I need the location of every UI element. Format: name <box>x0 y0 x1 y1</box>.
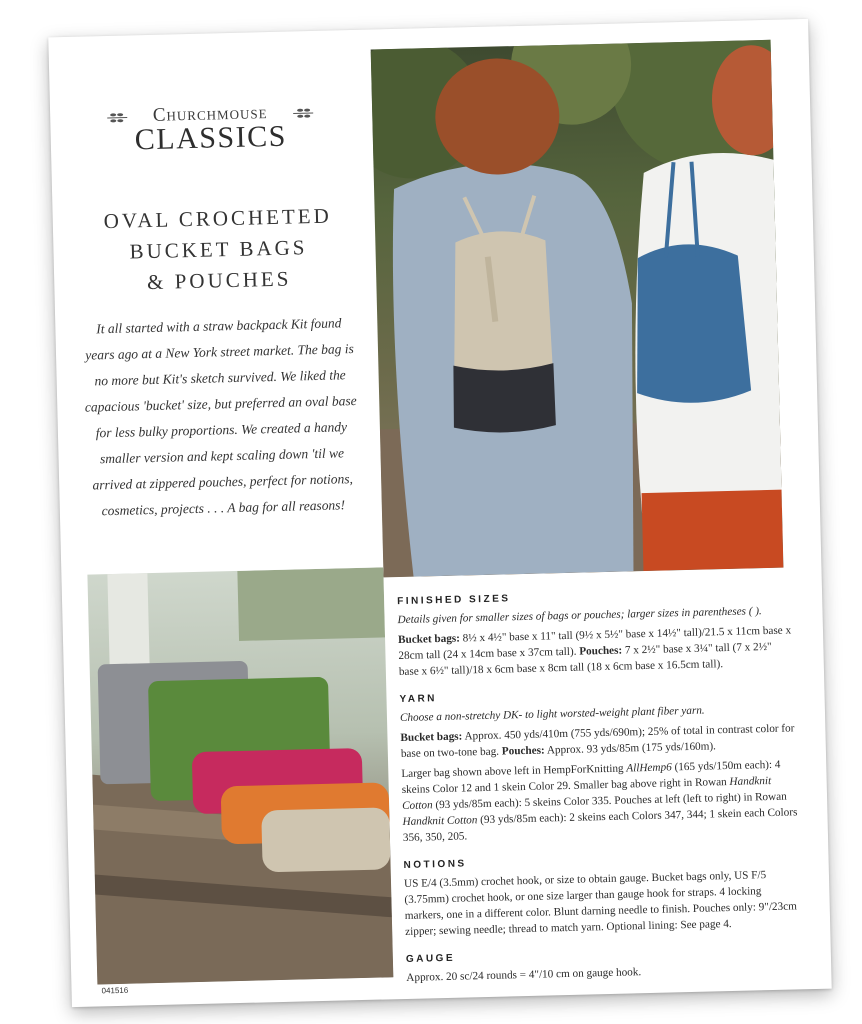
title-line-3: & POUCHES <box>146 266 292 295</box>
yarn-name-3: Handknit Cotton <box>402 814 478 829</box>
gauge-heading: GAUGE <box>405 952 456 965</box>
bucket-size-label: Bucket bags: <box>397 632 461 647</box>
finished-sizes-heading: FINISHED SIZES <box>397 593 511 608</box>
brand-bottom: CLASSICS <box>134 119 288 157</box>
sprig-left-icon <box>106 112 128 125</box>
bucket-yarn-label: Bucket bags: <box>400 730 463 745</box>
yarn-name-1: AllHemp6 <box>626 761 672 775</box>
yarn-shown <box>401 756 798 846</box>
sprig-right-icon <box>292 107 314 120</box>
yarn-detail-1: Larger bag shown above left in HempForKnitting <box>401 762 624 781</box>
pattern-details <box>397 584 802 998</box>
yarn-name-2: Handknit Cotton <box>402 774 772 813</box>
yarn-detail-2: (165 yds/150m each): 4 skeins Color 12 and 1 skein Color 29. Smaller bag above right in Rowan <box>401 758 781 797</box>
gauge-section <box>406 942 802 986</box>
pouch-yarn-label: Pouches: <box>501 744 545 758</box>
yarn-amounts <box>400 720 796 762</box>
yarn-section <box>399 682 798 846</box>
yarn-heading: YARN <box>399 693 438 706</box>
notions-heading: NOTIONS <box>403 858 467 871</box>
pouch-size-text: 7 x 2½" base x 3¼" tall (7 x 2½" base x 6½" tall)/18 x 6cm base x 8cm tall (18 x 6cm base x 16.5cm tall). <box>398 640 772 679</box>
bucket-size-text: 8½ x 4½" base x 11" tall (9½ x 5½" base x 14½" tall)/21.5 x 11cm base x 28cm tall (24 x 14cm base x 37cm tall). <box>398 624 792 663</box>
notions-text: US E/4 (3.5mm) crochet hook, or size to obtain gauge. Bucket bags only, US F/5 (3.75mm) crochet hook, or one size larger than gauge hook for straps. 4 locking markers, one in a different color. Blunt darning needle to finish. Pouches only: 9"/23cm zipper; sewing needle; thread to match yarn. Optional lining: See page 4. <box>403 869 797 938</box>
yarn-note: Choose a non-stretchy DK- to light worsted-weight plant fiber yarn. <box>399 704 705 725</box>
brand-logo <box>100 101 321 158</box>
notions-section <box>403 848 800 940</box>
finished-sizes-section <box>397 584 794 680</box>
pattern-title <box>82 200 354 300</box>
title-line-2: BUCKET BAGS <box>129 235 308 264</box>
backpacks-photo <box>371 40 784 578</box>
gauge-text: Approx. 20 sc/24 rounds = 4"/10 cm on gauge hook. <box>406 966 642 984</box>
brand-top: Churchmouse <box>152 102 268 126</box>
finished-sizes-note: Details given for smaller sizes of bags or pouches; larger sizes in parentheses ( ). <box>397 605 762 627</box>
yarn-detail-4: (93 yds/85m each): 2 skeins each Colors 347, 344; 1 skein each Colors 356, 350, 205. <box>402 806 798 845</box>
pouch-yarn-text: Approx. 93 yds/85m (175 yds/160m). <box>546 740 717 757</box>
finished-sizes-detail <box>398 622 794 680</box>
pattern-sheet <box>48 19 831 1007</box>
yarn-detail-3: (93 yds/85m each): 5 skeins Color 335. Pouches at left (left to right) in Rowan <box>435 790 787 812</box>
title-line-1: OVAL CROCHETED <box>103 203 333 234</box>
pouches-photo <box>87 567 393 984</box>
bucket-yarn-text: Approx. 450 yds/410m (755 yds/690m); 25% of total in contrast color for base on two-tone bag. <box>400 722 795 761</box>
intro-paragraph: It all started with a straw backpack Kit found years ago at a New York street market. The bag is no more but Kit's sketch survived. We liked the capacious 'bucket' size, but preferred an oval base for less bulky proportions. We created a handy smaller version and kept scaling down 'til we arrived at zippered pouches, perfect for notions, cosmetics, projects . . . A bag for all reasons! <box>84 315 357 519</box>
pouch-size-label: Pouches: <box>579 644 623 658</box>
pattern-code: 041516 <box>101 985 129 996</box>
